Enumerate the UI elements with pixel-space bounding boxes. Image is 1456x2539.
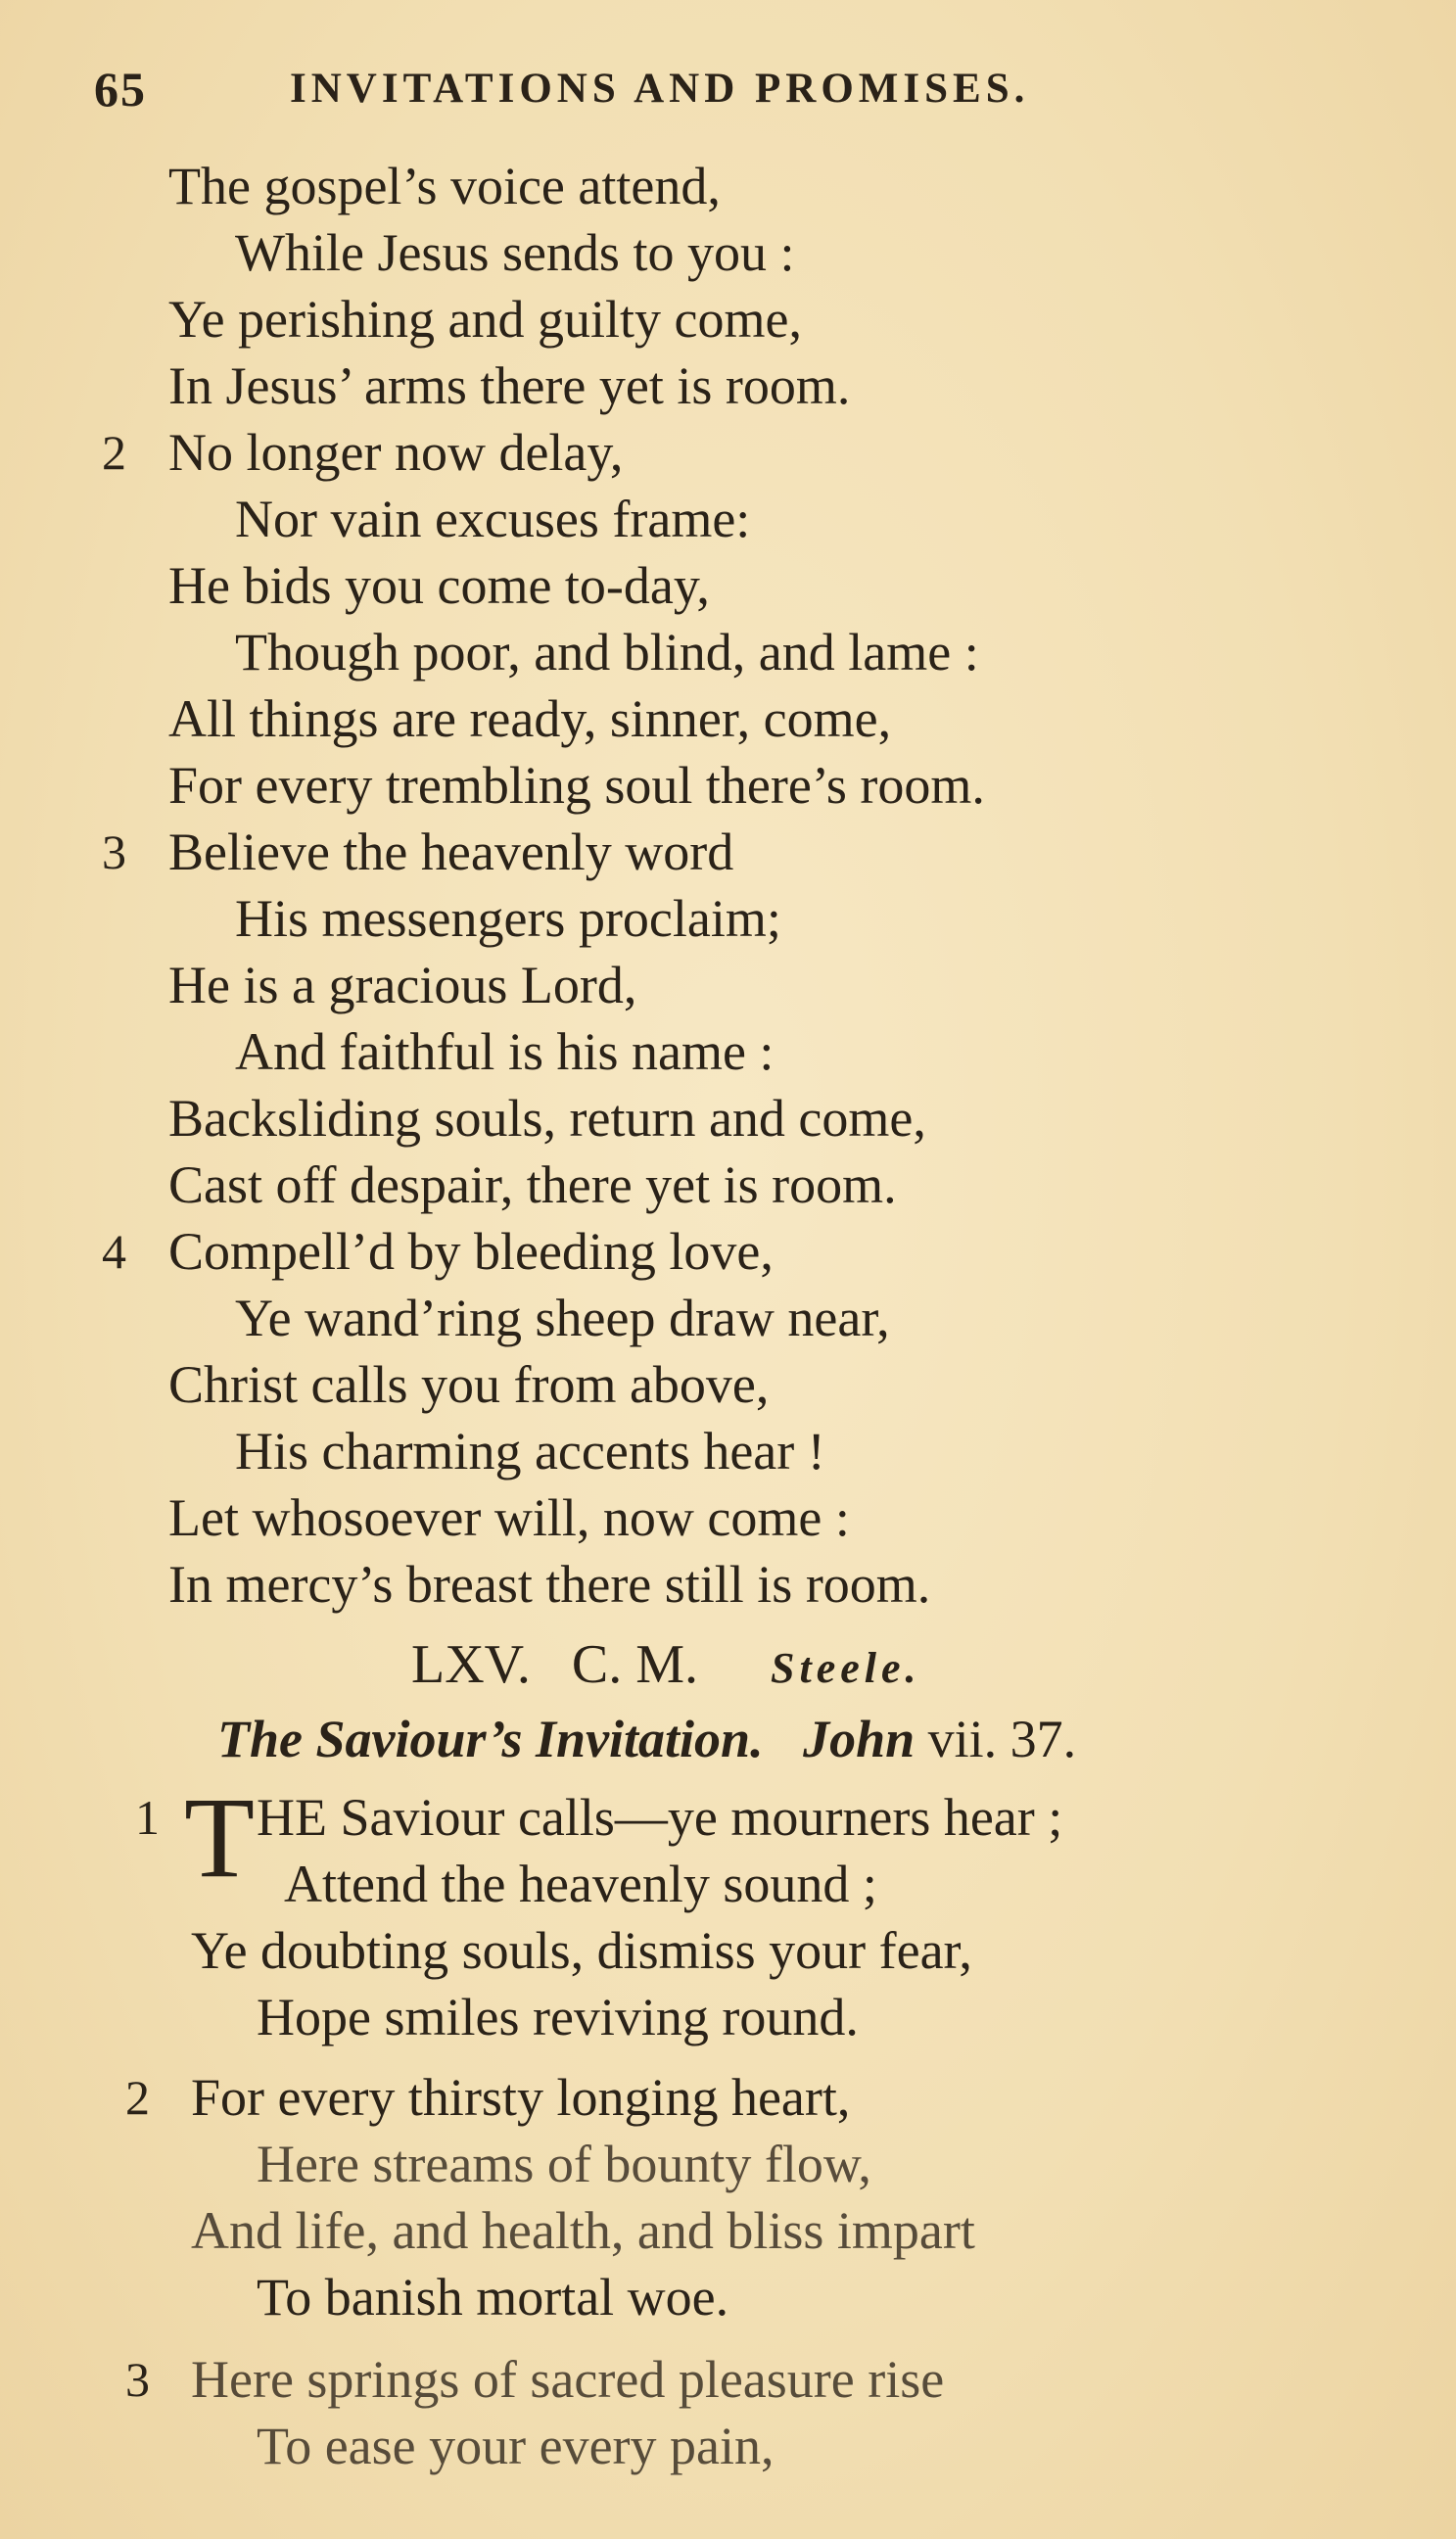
verse-line: While Jesus sends to you : xyxy=(235,223,795,282)
verse-line: Ye wand’ring sheep draw near, xyxy=(235,1289,890,1347)
verse-line: Here streams of bounty flow, xyxy=(257,2135,871,2193)
hymn-subtitle-title: The Saviour’s Invitation. xyxy=(217,1710,764,1768)
verse-line: To banish mortal woe. xyxy=(257,2268,729,2327)
verse-line: All things are ready, sinner, come, xyxy=(168,689,892,748)
verse-line: HE Saviour calls—ye mourners hear ; xyxy=(257,1788,1063,1847)
verse-line: In Jesus’ arms there yet is room. xyxy=(168,356,851,415)
verse-line: For every thirsty longing heart, xyxy=(191,2068,851,2127)
verse-line: No longer now delay, xyxy=(168,423,624,482)
verse-line: Though poor, and blind, and lame : xyxy=(235,623,979,682)
verse-line: Compell’d by bleeding love, xyxy=(168,1222,774,1281)
verse-line: To ease your every pain, xyxy=(257,2417,775,2475)
verse-line: Let whosoever will, now come : xyxy=(168,1488,850,1547)
verse-number: 2 xyxy=(102,425,126,480)
hymn-subtitle xyxy=(217,1710,1076,1768)
verse-line: The gospel’s voice attend, xyxy=(168,157,721,215)
verse-line: Attend the heavenly sound ; xyxy=(284,1855,877,1913)
page-number: 65 xyxy=(94,62,147,117)
verse-line: In mercy’s breast there still is room. xyxy=(168,1555,931,1614)
hymn-number: LXV. xyxy=(411,1634,531,1695)
verse-line: Backsliding souls, return and come, xyxy=(168,1089,926,1148)
verse-number: 3 xyxy=(125,2352,150,2407)
verse-line: And life, and health, and bliss impart xyxy=(191,2201,975,2260)
hymn-heading xyxy=(411,1635,921,1698)
verse-line: Hope smiles reviving round. xyxy=(257,1988,859,2046)
verse-line: Ye doubting souls, dismiss your fear, xyxy=(191,1921,972,1980)
verse-line: Nor vain excuses frame: xyxy=(235,490,751,548)
hymn-meter: C. M. xyxy=(571,1634,699,1695)
verse-line: Cast off despair, there yet is room. xyxy=(168,1155,897,1214)
verse-line: He is a gracious Lord, xyxy=(168,956,637,1014)
running-title: INVITATIONS AND PROMISES. xyxy=(290,66,1030,112)
verse-line: Christ calls you from above, xyxy=(168,1355,770,1414)
verse-line: His charming accents hear ! xyxy=(235,1422,825,1481)
hymn-subtitle-verse: vii. 37. xyxy=(927,1710,1077,1768)
verse-number: 1 xyxy=(135,1790,160,1845)
verse-line: Believe the heavenly word xyxy=(168,823,734,881)
page-header xyxy=(94,61,1367,129)
verse-number: 3 xyxy=(102,824,126,879)
verse-line: He bids you come to-day, xyxy=(168,556,710,615)
hymn-author: Steele. xyxy=(771,1644,921,1692)
drop-cap: T xyxy=(184,1773,256,1902)
verse-line: For every trembling soul there’s room. xyxy=(168,756,985,815)
verse-line: Here springs of sacred pleasure rise xyxy=(191,2350,945,2409)
verse-number: 4 xyxy=(102,1224,126,1279)
verse-line: Ye perishing and guilty come, xyxy=(168,290,802,349)
verse-number: 2 xyxy=(125,2070,150,2125)
hymn-subtitle-book: John xyxy=(803,1710,916,1768)
verse-line: His messengers proclaim; xyxy=(235,889,781,948)
verse-line: And faithful is his name : xyxy=(235,1022,775,1081)
